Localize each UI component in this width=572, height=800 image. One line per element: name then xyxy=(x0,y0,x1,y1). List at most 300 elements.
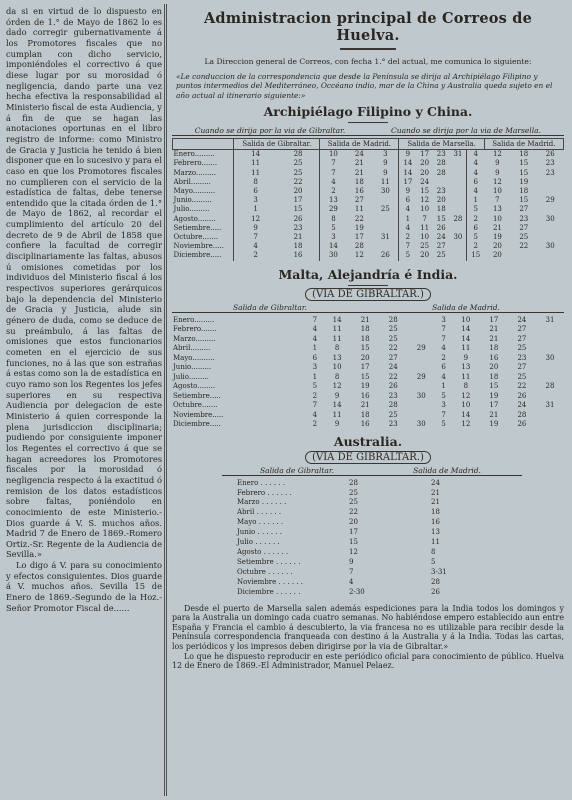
cell-day: 30 xyxy=(380,187,390,196)
cell-day: 28 xyxy=(453,214,463,223)
row-month: Abril . . . . . . xyxy=(237,508,282,517)
cell-day: 23 xyxy=(436,150,446,159)
cell-day: 23 xyxy=(388,420,398,429)
cell-day: 7 xyxy=(441,325,446,334)
cell-day: 7 xyxy=(441,410,446,419)
cell-day: 5 xyxy=(441,391,446,400)
cell-day xyxy=(536,335,564,345)
cell-day: 30 xyxy=(545,214,555,223)
cell-day: 29 xyxy=(416,344,426,353)
cell-day: 26 xyxy=(388,382,398,391)
table-row xyxy=(172,344,564,354)
cell-day: 18 xyxy=(489,344,499,353)
cell-day: 24 xyxy=(436,233,446,242)
cell-day xyxy=(536,363,564,373)
cell-day: 31 xyxy=(380,233,390,242)
footer-text xyxy=(172,604,564,671)
cell-day: 18 xyxy=(436,205,446,214)
cell-day: 11 xyxy=(420,223,430,232)
table-row xyxy=(236,489,526,499)
cell-day: 28 xyxy=(436,168,446,177)
row-month: Noviembre..... xyxy=(173,410,224,419)
cell-day: 15 xyxy=(436,214,446,223)
table-row xyxy=(172,335,564,345)
cell-day: 9 xyxy=(334,391,340,400)
cell-day: 2 xyxy=(312,391,318,400)
cell-day: 30 xyxy=(545,353,555,362)
via-text: (VIA DE GIBRALTAR.) xyxy=(305,288,431,301)
cell-day: 18 xyxy=(360,325,370,334)
cell-day: 20 xyxy=(420,251,430,260)
cell-day: 30 xyxy=(416,420,426,429)
cell-day: 9 xyxy=(349,557,354,566)
cell-day: 27 xyxy=(436,242,446,251)
cell-day: 24 xyxy=(388,363,398,372)
cell-day: 25 xyxy=(420,242,430,251)
table-row xyxy=(236,518,526,528)
cell-day: 28 xyxy=(431,577,440,586)
cell-day: 14 xyxy=(399,169,416,178)
cell-day: 1 xyxy=(399,215,416,224)
cell-day: 12 xyxy=(461,391,471,400)
cell-day xyxy=(536,373,564,383)
cell-day: 28 xyxy=(388,315,398,324)
cell-day: 21 xyxy=(354,159,364,168)
cell-day: 10 xyxy=(420,205,430,214)
cell-day: 25 xyxy=(388,325,398,334)
cell-day: 27 xyxy=(519,205,529,214)
intro-text: La Direccion general de Correos, con fecha 1.° del actual, me comunica lo siguiente: xyxy=(204,57,532,66)
cell-day: 17 xyxy=(489,401,499,410)
table-row xyxy=(172,373,564,383)
cell-day: 2 xyxy=(312,420,318,429)
cell-day xyxy=(536,411,564,421)
cell-day: 4 xyxy=(399,205,416,214)
row-month: Setiembre..... xyxy=(173,391,221,400)
cell-day: 26 xyxy=(545,150,555,159)
route-gibraltar-header: Cuando se dirija por la via de Gibraltar. xyxy=(172,126,368,136)
malta-headers xyxy=(172,303,564,313)
cell-day: 25 xyxy=(517,344,527,353)
table-row xyxy=(236,578,526,588)
row-month: Abril......... xyxy=(173,177,211,186)
cell-day: 2 xyxy=(320,187,347,196)
cell-day: 11 xyxy=(332,410,342,419)
col-header: Salida de Gibraltar. xyxy=(222,466,372,476)
cell-day xyxy=(407,354,435,364)
cell-day: 1 xyxy=(234,205,277,214)
cell-day: 12 xyxy=(492,150,502,159)
cell-day: 21 xyxy=(489,325,499,334)
cell-day: 8 xyxy=(234,178,277,187)
cell-day: 14 xyxy=(461,334,471,343)
row-month: Marzo......... xyxy=(173,168,216,177)
cell-day: 1 xyxy=(312,372,318,381)
cell-day: 19 xyxy=(492,233,502,242)
cell-day: 14 xyxy=(320,242,347,251)
row-month: Setiembre..... xyxy=(173,223,222,232)
cell-day: 1 xyxy=(467,196,484,205)
cell-day: 10 xyxy=(332,363,342,372)
row-month: Agosto........ xyxy=(173,214,216,223)
cell-day: 25 xyxy=(380,205,390,214)
cell-day: 5 xyxy=(312,382,318,391)
cell-day xyxy=(407,325,435,335)
cell-day: 10 xyxy=(461,315,471,324)
column-rule xyxy=(164,4,165,796)
cell-day xyxy=(449,169,466,178)
cell-day xyxy=(372,242,399,251)
cell-day: 10 xyxy=(320,150,347,160)
col-header: Salida de Gibraltar. xyxy=(172,303,368,313)
table-row xyxy=(236,538,526,548)
cell-day: 6 xyxy=(441,363,446,372)
cell-day: 15 xyxy=(360,344,370,353)
cell-day: 23 xyxy=(388,391,398,400)
cell-day: 9 xyxy=(399,187,416,196)
cell-day: 7 xyxy=(234,233,277,242)
row-month: Mayo.......... xyxy=(173,187,216,196)
cell-day: 25 xyxy=(293,159,303,168)
cell-day: 22 xyxy=(349,508,358,517)
table-row xyxy=(236,479,526,489)
cell-day: 28 xyxy=(354,242,364,251)
via-text: (VIA DE GIBRALTAR.) xyxy=(305,451,431,464)
cell-day: 25 xyxy=(388,334,398,343)
cell-day xyxy=(537,178,563,187)
row-month: Febrero....... xyxy=(173,159,218,168)
cell-day: 30 xyxy=(545,242,555,251)
cell-day: 20 xyxy=(492,251,502,260)
cell-day: 26 xyxy=(293,214,303,223)
cell-day: 22 xyxy=(388,344,398,353)
cell-day: 18 xyxy=(519,187,529,196)
cell-day: 2 xyxy=(234,251,277,260)
cell-day: 18 xyxy=(354,177,364,186)
cell-day: 11 xyxy=(234,169,277,178)
cell-day: 11 xyxy=(380,177,390,186)
cell-day: 26 xyxy=(380,251,390,260)
cell-day: 18 xyxy=(431,508,440,517)
row-month: Enero . . . . . . xyxy=(237,478,286,487)
cell-day: 20 xyxy=(489,363,499,372)
cell-day xyxy=(449,242,466,251)
cell-day xyxy=(449,205,466,214)
cell-day: 6 xyxy=(467,224,484,233)
cell-day: 6 xyxy=(467,178,484,187)
cell-day: 26 xyxy=(517,391,527,400)
table-body xyxy=(173,150,564,261)
cell-day xyxy=(407,382,435,392)
cell-day: 9 xyxy=(495,159,500,168)
cell-day: 6 xyxy=(312,353,318,362)
cell-day: 31 xyxy=(545,315,555,324)
cell-day: 8 xyxy=(431,548,436,556)
cell-day: 21 xyxy=(293,233,303,242)
cell-day: 4 xyxy=(467,159,484,168)
cell-day: 24 xyxy=(517,315,527,324)
cell-day: 14 xyxy=(332,315,342,324)
cell-day: 9 xyxy=(383,159,388,168)
cell-day: 12 xyxy=(354,251,364,260)
cell-day: 2-30 xyxy=(349,587,365,596)
cell-day: 28 xyxy=(517,410,527,419)
cell-day: 4 xyxy=(312,410,318,419)
cell-day: 15 xyxy=(293,205,303,214)
cell-day: 25 xyxy=(436,251,446,260)
table-row xyxy=(173,215,564,224)
cell-day: 31 xyxy=(453,150,463,159)
cell-day: 19 xyxy=(489,391,499,400)
row-month: Enero......... xyxy=(173,150,215,159)
cell-day: 3-31 xyxy=(431,567,447,576)
cell-day: 20 xyxy=(360,353,370,362)
cell-day: 11 xyxy=(461,344,471,353)
cell-day: 11 xyxy=(431,538,440,547)
table-row xyxy=(173,224,564,233)
cell-day: 18 xyxy=(489,372,499,381)
cell-day xyxy=(511,251,537,260)
cell-day: 14 xyxy=(399,159,416,168)
cell-day xyxy=(537,233,563,242)
cell-day: 12 xyxy=(349,548,358,556)
cell-day xyxy=(536,344,564,354)
cell-day: 12 xyxy=(420,196,430,205)
cell-day xyxy=(449,251,466,260)
row-month: Febrero....... xyxy=(173,325,217,334)
table-row xyxy=(236,548,526,558)
left-column-tail: Lo digo á V. para su conocimiento y efectos consiguientes. Dios guarde á V. muchos años. Sevilla 15 de Enero de 1869.-Segundo de la Hoz.-Señor Promotor Fiscal de...... xyxy=(6,560,162,613)
cell-day: 22 xyxy=(293,177,303,186)
cell-day: 1 xyxy=(312,344,318,353)
cell-day: 24 xyxy=(431,478,440,487)
cell-day: 20 xyxy=(420,168,430,177)
cell-day: 2 xyxy=(467,215,484,224)
cell-day: 26 xyxy=(436,223,446,232)
cell-day: 18 xyxy=(519,150,529,159)
cell-day: 21 xyxy=(489,334,499,343)
cell-day xyxy=(449,159,466,168)
cell-day: 4 xyxy=(467,187,484,196)
row-month: Diciembre..... xyxy=(173,251,222,260)
cell-day: 11 xyxy=(234,159,277,168)
cell-day: 11 xyxy=(354,205,364,214)
cell-day: 3 xyxy=(383,150,388,159)
cell-day: 27 xyxy=(388,353,398,362)
cell-day: 13 xyxy=(332,353,342,362)
cell-day xyxy=(372,196,399,205)
table-row xyxy=(173,169,564,178)
cell-day: 16 xyxy=(431,518,440,527)
cell-day: 25 xyxy=(349,498,358,507)
row-month: Agosto . . . . . . xyxy=(237,548,289,556)
section-rule xyxy=(348,285,388,286)
cell-day: 7 xyxy=(312,401,318,410)
cell-day xyxy=(537,251,563,260)
table-row xyxy=(172,325,564,335)
row-month: Julio......... xyxy=(173,205,210,214)
cell-day: 23 xyxy=(436,187,446,196)
cell-day: 28 xyxy=(349,478,358,487)
cell-day xyxy=(449,196,466,205)
page-title: Administracion principal de Correos de Huelva. xyxy=(203,10,533,44)
cell-day xyxy=(449,187,466,196)
cell-day: 14 xyxy=(461,325,471,334)
cell-day: 25 xyxy=(519,233,529,242)
footer-paragraph: Lo que he dispuesto reproducir en este periódico oficial para conocimiento de público. Huelva 12 de Enero de 1869.-El Administrador, Manuel Pelaez. xyxy=(172,651,564,671)
row-month: Agosto........ xyxy=(173,382,216,391)
cell-day: 4 xyxy=(349,577,354,586)
col-header: Salida de Madrid. xyxy=(484,139,563,150)
table-row xyxy=(236,508,526,518)
table-row xyxy=(172,363,564,373)
cell-day: 5 xyxy=(431,557,436,566)
cell-day: 15 xyxy=(420,187,430,196)
cell-day: 30 xyxy=(416,391,426,400)
cell-day: 15 xyxy=(519,159,529,168)
cell-day: 22 xyxy=(354,214,364,223)
cell-day: 23 xyxy=(517,353,527,362)
cell-day: 23 xyxy=(293,223,303,232)
row-month: Febrero . . . . . . xyxy=(237,488,292,497)
cell-day: 4 xyxy=(312,334,318,343)
cell-day: 15 xyxy=(519,168,529,177)
table-filipinas xyxy=(172,138,564,260)
cell-day: 19 xyxy=(360,382,370,391)
cell-day: 19 xyxy=(519,177,529,186)
cell-day: 23 xyxy=(519,214,529,223)
cell-day: 13 xyxy=(461,363,471,372)
table-row xyxy=(173,196,564,205)
cell-day: 14 xyxy=(234,150,277,160)
cell-day: 7 xyxy=(349,567,354,576)
table-row xyxy=(172,392,564,402)
table-australia xyxy=(236,479,526,598)
cell-day: 7 xyxy=(495,196,500,205)
cell-day xyxy=(372,224,399,233)
table-row xyxy=(173,187,564,196)
table-row xyxy=(236,568,526,578)
cell-day xyxy=(449,178,466,187)
cell-day: 26 xyxy=(431,587,440,596)
cell-day: 3 xyxy=(320,233,347,242)
cell-day: 9 xyxy=(463,353,469,362)
via-label xyxy=(172,289,564,300)
cell-day: 18 xyxy=(360,334,370,343)
cell-day: 4 xyxy=(467,169,484,178)
cell-day: 8 xyxy=(334,372,340,381)
cell-day: 4 xyxy=(312,325,318,334)
row-month: Mayo . . . . . . xyxy=(237,518,284,527)
cell-day: 18 xyxy=(293,242,303,251)
cell-day: 10 xyxy=(492,187,502,196)
cell-day: 5 xyxy=(320,224,347,233)
table-row xyxy=(172,411,564,421)
footer-paragraph: Desde el puerto de Marsella salen además espediciones para la India todos los domingos y para la Australia un domingo cada cuatro semanas. No habiéndose empero establecido aun entre España y Francia el cambio á descubierto, la via francesa no es utilizable para recibir desde la Península correspondencia franqueada con destino á la Australia y á la India. Todas las cartas, los periódicos y los impresos deben dirigirse por la via de Gibraltar.» xyxy=(172,603,564,651)
left-column-text: da si en virtud de lo dispuesto en órden de 1.° de Mayo de 1862 lo es dado corregir gubernativamente á los Promotores fiscales que no cumplan con dicho servicio, imponiéndoles el correctivo á que diese lugar por su morosidad ó negligencia, dando parte una vez hecha efectiva la responsabilidad al Ministerio fiscal de esta Audiencia, y á fin de que se hagan las anotaciones oportunas en el libro registro de informe: como Ministro de Gracia y Justicia he tenido á bien disponer que en lo sucesivo y para el caso en que los Promotores fiscales no cumplieren con el servicio de la estadística de faltas, debe tenerse entendido que la citada órden de 1.° de Mayo de 1862, al recordar el cumplimiento del artículo 20 del decreto de 9 de Abril de 1858 que confiere la facultad de corregir disciplinariamente las faltas, abusos ú omisiones cometidas por los individuos del Ministerio fiscal á los respectivos superiores gerárquicos bajo la dependencia del Ministerio de Gracia y Justicia, alude sin género de duda, como se deduce de su preámbulo, á las faltas de omisiones que estos funcionarios cometen en el ejercicio de sus funciones, no á las que son estrañas á estas como son la de estadística en cuyo ramo son los Regentes los jefes superiores en su respectiva Audiencia por delegacion de este Ministerio á quien corresponde la plena jurisdiccion disciplinaria; pudiendo por consiguiente imponer los Regentes el correctivo á que se hagan acreedores los Promotores fiscales por la morosidad ó negligencia respecto á la exactitud ó remision de los datos estadísticos sobre faltas, poniéndolo en conocimiento de este Ministerio.-Dios guarde á V. S. muchos años. Madrid 7 de Enero de 1869.-Romero Ortiz.-Sr. Regente de la Audiencia de Sevilla.» xyxy=(6,6,162,560)
cell-day: 16 xyxy=(360,420,370,429)
cell-day: 28 xyxy=(388,401,398,410)
cell-day: 27 xyxy=(354,196,364,205)
cell-day: 21 xyxy=(489,410,499,419)
cell-day: 17 xyxy=(420,150,430,159)
table-row xyxy=(172,354,564,364)
cell-day: 4 xyxy=(467,150,484,160)
cell-day: 30 xyxy=(453,233,463,242)
row-month: Diciembre . . . . . . xyxy=(237,587,301,596)
cell-day: 29 xyxy=(416,372,426,381)
section-title-malta: Malta, Alejandría é India. xyxy=(278,266,458,282)
cell-day: 21 xyxy=(360,315,370,324)
cell-day: 27 xyxy=(517,334,527,343)
cell-day xyxy=(372,215,399,224)
row-month: Abril......... xyxy=(173,344,211,353)
cell-day xyxy=(449,224,466,233)
cell-day: 17 xyxy=(489,315,499,324)
cell-day: 7 xyxy=(399,242,416,251)
col-month xyxy=(173,139,234,150)
col-header: Salida de Marsella. xyxy=(399,139,484,150)
cell-day: 20 xyxy=(436,196,446,205)
table-row xyxy=(236,528,526,538)
cell-day xyxy=(407,316,435,326)
cell-day: 16 xyxy=(360,391,370,400)
cell-day: 13 xyxy=(492,205,502,214)
cell-day xyxy=(407,363,435,373)
cell-day: 13 xyxy=(320,196,347,205)
cell-day: 9 xyxy=(399,150,416,160)
cell-day: 23 xyxy=(545,159,555,168)
table-row xyxy=(236,588,526,598)
cell-day: 16 xyxy=(293,251,303,260)
cell-day: 18 xyxy=(360,410,370,419)
table-row xyxy=(173,233,564,242)
cell-day: 2 xyxy=(467,242,484,251)
table-row xyxy=(173,205,564,214)
cell-day xyxy=(433,178,450,187)
cell-day: 17 xyxy=(360,363,370,372)
cell-day: 20 xyxy=(349,518,358,527)
table-row xyxy=(172,316,564,326)
cell-day: 8 xyxy=(320,215,347,224)
cell-day: 2 xyxy=(441,353,446,362)
right-column xyxy=(172,6,564,796)
cell-day: 6 xyxy=(234,187,277,196)
via-label xyxy=(172,452,564,463)
cell-day: 12 xyxy=(234,215,277,224)
cell-day: 12 xyxy=(461,420,471,429)
cell-day: 12 xyxy=(492,177,502,186)
col-header: Salida de Gibraltar. xyxy=(234,139,320,150)
row-month: Julio......... xyxy=(173,372,209,381)
cell-day: 4 xyxy=(399,224,416,233)
cell-day: 27 xyxy=(517,325,527,334)
cell-day: 3 xyxy=(312,363,318,372)
cell-day: 20 xyxy=(492,242,502,251)
cell-day: 10 xyxy=(420,233,430,242)
australia-headers xyxy=(222,466,522,476)
cell-day: 4 xyxy=(441,344,446,353)
cell-day: 1 xyxy=(441,382,446,391)
cell-day: 10 xyxy=(461,401,471,410)
cell-day: 14 xyxy=(332,401,342,410)
cell-day: 22 xyxy=(388,372,398,381)
cell-day: 11 xyxy=(461,372,471,381)
row-month: Junio......... xyxy=(173,363,212,372)
cell-day: 5 xyxy=(467,205,484,214)
cell-day xyxy=(407,411,435,421)
cell-day: 7 xyxy=(320,169,347,178)
